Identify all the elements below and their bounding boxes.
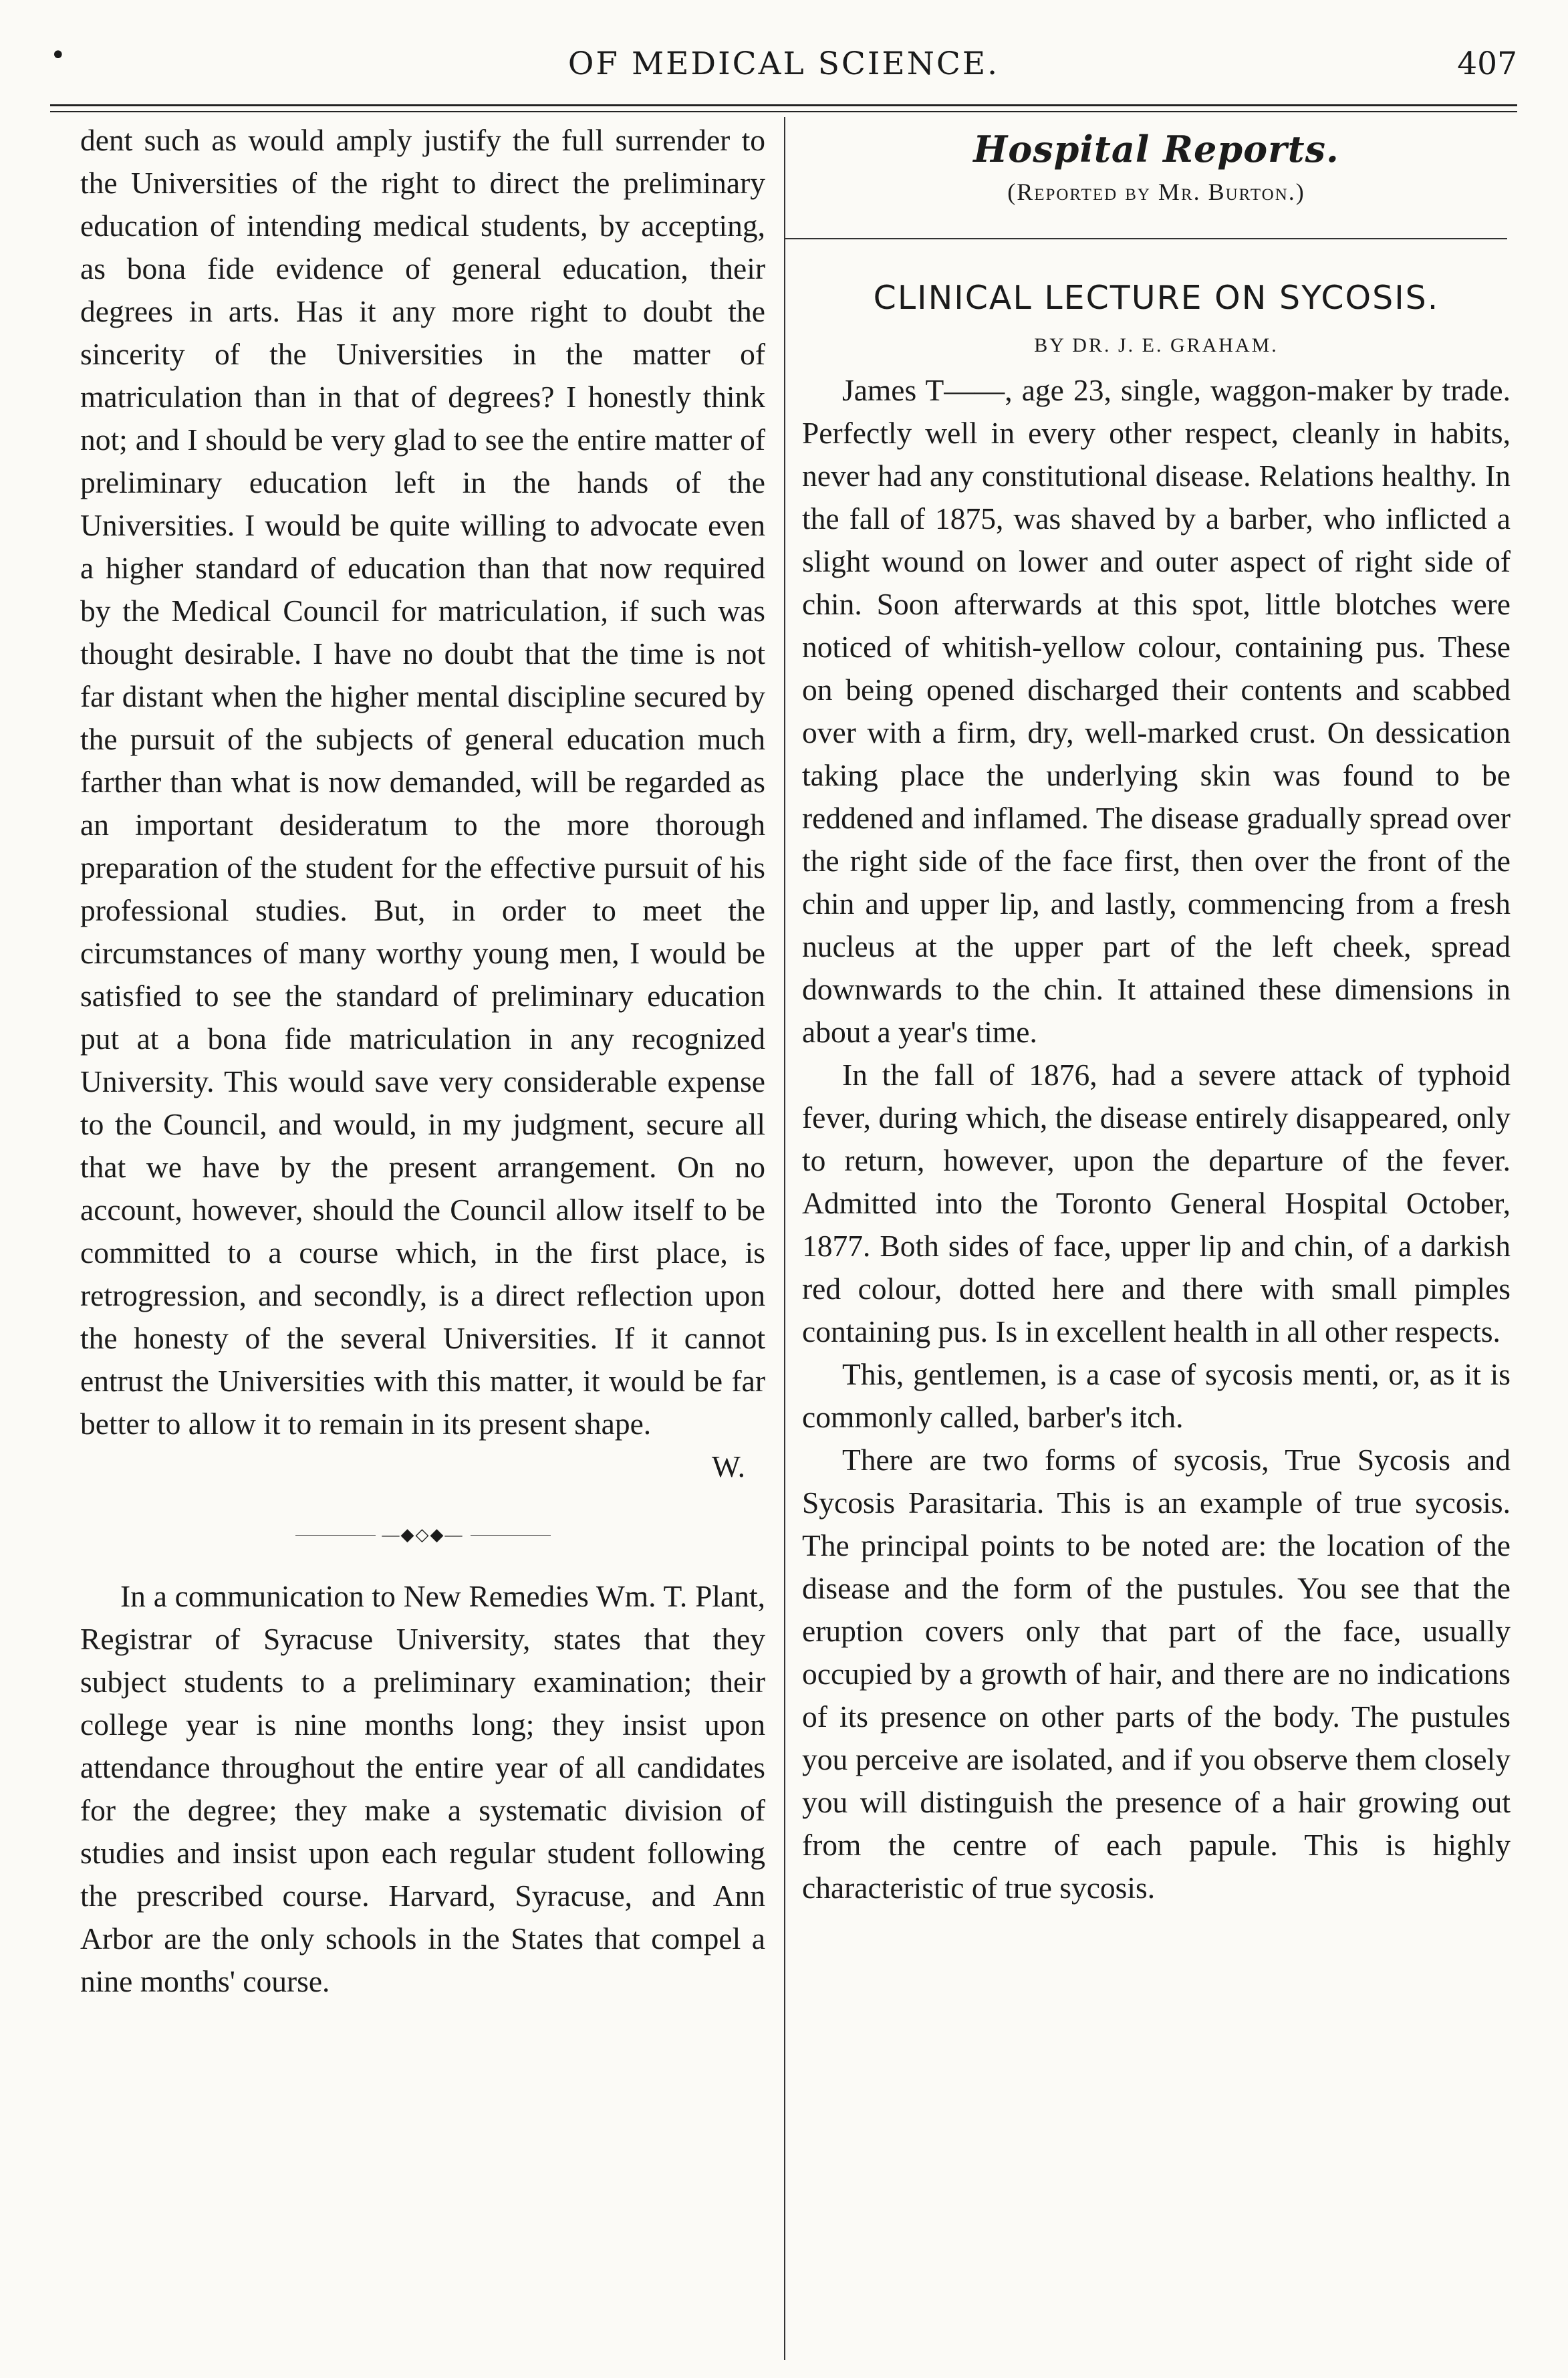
page-number: 407: [1457, 45, 1517, 82]
header-rule-double: [50, 111, 1517, 112]
lecture-title: CLINICAL LECTURE ON SYCOSIS.: [873, 279, 1440, 317]
page-header: [50, 40, 1517, 94]
column-divider: [784, 117, 785, 2360]
right-column: [802, 119, 1511, 1909]
case-diagnosis: This, gentlemen, is a case of sycosis menti, or, as it is commonly called, barber's itch.: [802, 1357, 1511, 1434]
article-continuation: dent such as would amply justify the full surrender to the Universities of the right to direct the preliminary education of intending medical students, by accepting, as bona fide evidence of general education, their degrees in arts. Has it any more right to doubt the sincerity of the Universities in the matter of matriculation than in that of degrees? I honestly think not; and I should be very glad to see the entire matter of preliminary education left in the hands of the Universities. I would be quite willing to advocate even a higher standard of education than that now required by the Medical Council for matriculation, if such was thought desirable. I have no doubt that the time is not far distant when the higher mental discipline secured by the pursuit of the subjects of general education much farther than what is now demanded, will be regarded as an important desideratum to the more thorough preparation of the student for the effective pursuit of his professional studies. But, in order to meet the circumstances of many worthy young men, I would be satisfied to see the standard of preliminary education put at a bona fide matriculation in any recognized University. This would save very considerable expense to the Council, and would, in my judgment, secure all that we have by the present arrangement. On no account, however, should the Council allow itself to be committed to a course which, in the first place, is retrogression, and secondly, is a direct reflection upon the honesty of the several Universities. If it cannot entrust the Universities with this matter, it would be far better to allow it to remain in its present shape.: [80, 123, 765, 1441]
lecture-author: BY DR. J. E. GRAHAM.: [1034, 334, 1279, 356]
case-admission: In the fall of 1876, had a severe attack of typhoid fever, during which, the disease entirely disappeared, only to return, however, upon the departure of the fever. Admitted into the Toronto General Hospital October, 1877. Both sides of face, upper lip and chin, of a darkish red colour, dotted here and there with small pimples containing pus. Is in excellent health in all other respects.: [802, 1058, 1511, 1348]
syracuse-paragraph: In a communication to New Remedies Wm. T. Plant, Registrar of Syracuse University, states that they subject students to a preliminary examination; their college year is nine months long; they insist upon attendance throughout the entire year of all candidates for the degree; they make a systematic division of studies and insist upon each regular student following the prescribed course. Harvard, Syracuse, and Ann Arbor are the only schools in the States that compel a nine months' course.: [80, 1579, 765, 1998]
section-rule: [785, 238, 1507, 239]
author-signature: W.: [711, 1449, 745, 1483]
section-title: Hospital Reports.: [973, 128, 1339, 170]
running-title: OF MEDICAL SCIENCE.: [567, 45, 1000, 82]
section-separator: —◆◇◆—: [80, 1495, 765, 1575]
reporter-credit: (Reported by Mr. Burton.): [1007, 179, 1305, 205]
margin-mark: •: [50, 40, 66, 71]
sycosis-forms: There are two forms of sycosis, True Sycosis and Sycosis Parasitaria. This is an example of true sycosis. The principal points to be noted are: the location of the disease and the form of the pustules. You see that the eruption covers only that part of the face, usually occupied by a growth of hair, and there are no indications of its presence on other parts of the body. The pustules you perceive are isolated, and if you observe them closely you will distinguish the presence of a hair growing out from the centre of each papule. This is highly characteristic of true sycosis.: [802, 1443, 1511, 1905]
case-history: James T——, age 23, single, waggon-maker by trade. Perfectly well in every other respect, cleanly in habits, never had any constitutional disease. Relations healthy. In the fall of 1875, was shaved by a barber, who inflicted a slight wound on lower and outer aspect of right side of chin. Soon afterwards at this spot, little blotches were noticed of whitish-yellow colour, containing pus. These on being opened discharged their contents and scabbed over with a firm, dry, well-marked crust. On dessication taking place the underlying skin was found to be reddened and inflamed. The disease gradually spread over the right side of the face first, then over the front of the chin and upper lip, and lastly, commencing from a fresh nucleus at the upper part of the left cheek, spread downwards to the chin. It attained these dimensions in about a year's time.: [802, 373, 1511, 1049]
header-rule: [50, 104, 1517, 106]
left-column: [80, 119, 765, 2003]
